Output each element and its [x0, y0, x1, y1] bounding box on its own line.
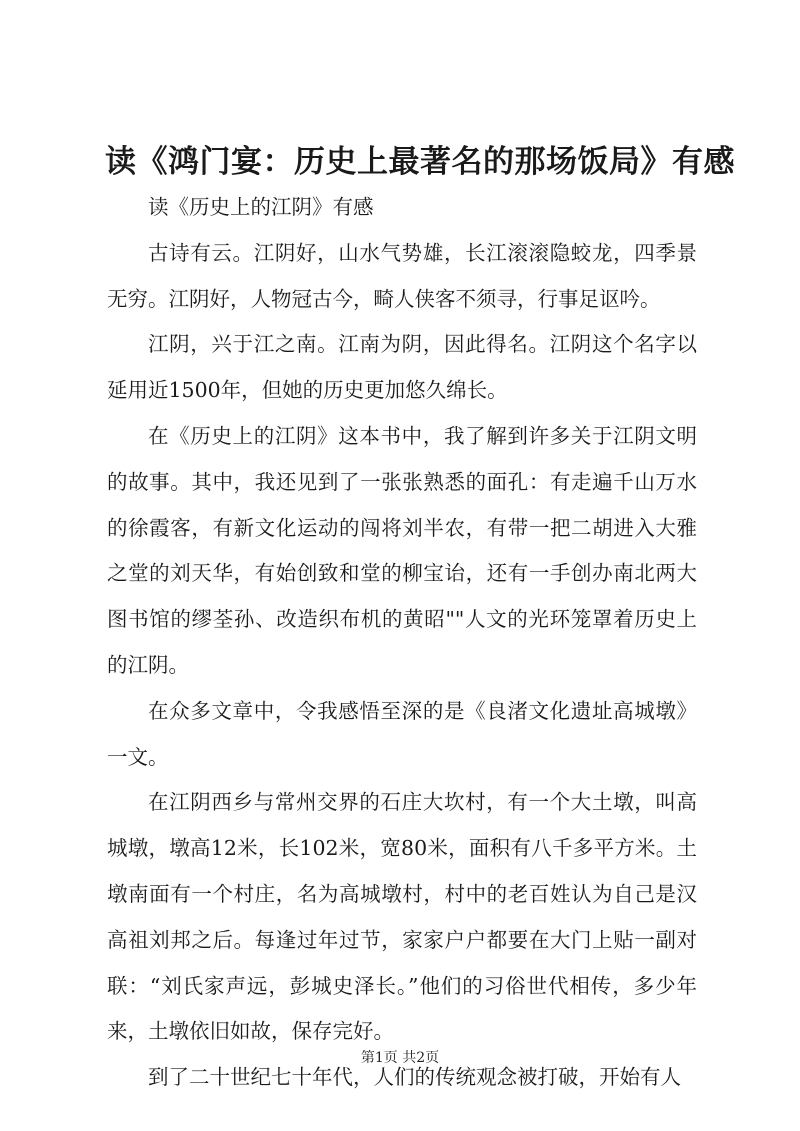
paragraph-subtitle: 读《历史上的江阴》有感 [148, 195, 374, 219]
page-footer: 第1页 共2页 [360, 1050, 440, 1066]
paragraph-favorite-article: 在众多文章中，令我感悟至深的是《良渚文化遗址高城墩》一文。 [107, 698, 697, 769]
document-body [107, 185, 697, 1101]
paragraph-seventies: 到了二十世纪七十年代，人们的传统观念被打破，开始有人 [148, 1065, 681, 1090]
document-title: 读《鸿门宴：历史上最著名的那场饭局》有感 [105, 144, 735, 180]
paragraph-name-origin: 江阴，兴于江之南。江南为阴，因此得名。江阴这个名字以延用近1500年，但她的历史更加悠久绵长。 [107, 332, 697, 403]
paragraph-book-people: 在《历史上的江阴》这本书中，我了解到许多关于江阴文明的故事。其中，我还见到了一张张熟悉的面孔：有走遍千山万水的徐霞客，有新文化运动的闯将刘半农，有带一把二胡进入大雅之堂的刘天华，有始创致和堂的柳宝诒，还有一手创办南北两大图书馆的缪荃孙、改造织布机的黄昭""人文的光环笼罩着历史上的江阴。 [107, 423, 697, 677]
paragraph-gaochengdun: 在江阴西乡与常州交界的石庄大坎村，有一个大土墩，叫高城墩，墩高12米，长102米，宽80米，面积有八千多平方米。土墩南面有一个村庄，名为高城墩村，村中的老百姓认为自己是汉高祖刘邦之后。每逢过年过节，家家户户都要在大门上贴一副对联：“刘氏家声远，彭城史泽长。”他们的习俗世代相传，多少年来，土墩依旧如故，保存完好。 [107, 790, 697, 1044]
paragraph-poem: 古诗有云。江阴好，山水气势雄，长江滚滚隐蛟龙，四季景无穷。江阴好，人物冠古今，畸人侠客不须寻，行事足讴吟。 [107, 240, 697, 311]
